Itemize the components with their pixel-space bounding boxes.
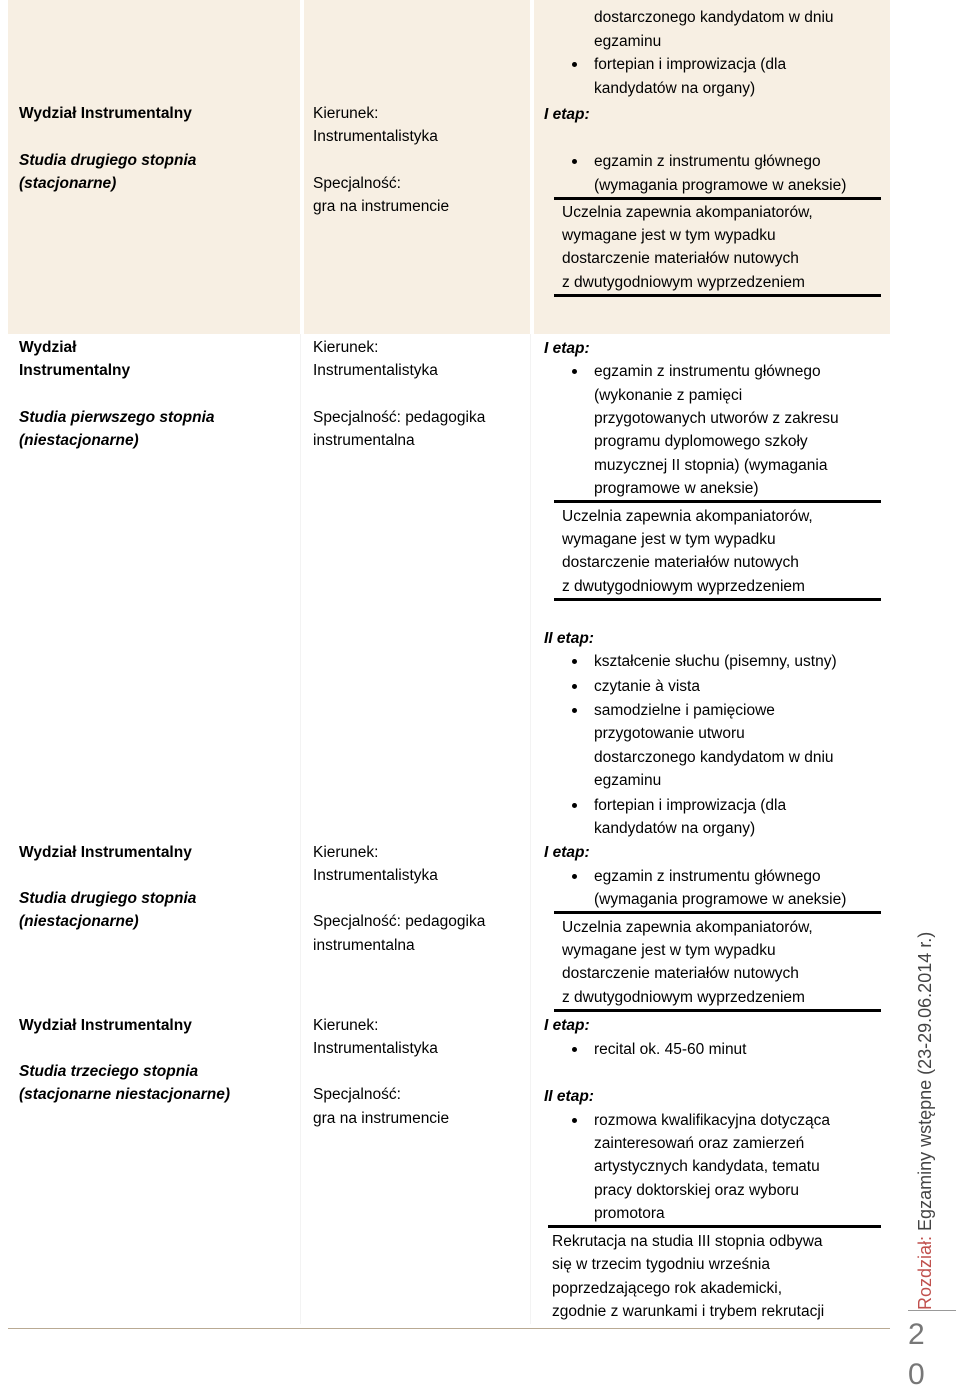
- faculty-label: Wydział Instrumentalny: [19, 1017, 192, 1034]
- study-label: Studia trzeciego stopnia: [19, 1063, 199, 1080]
- specjalnosc-label: Specjalność:: [313, 175, 401, 192]
- bullet-icon: [572, 659, 577, 664]
- list-item: kandydatów na organy): [594, 820, 756, 837]
- kierunek-label: Kierunek:: [313, 844, 379, 861]
- list-item: artystycznych kandydata, tematu: [594, 1158, 820, 1175]
- list-item: programowe w aneksie): [594, 480, 759, 497]
- list-item: fortepian i improwizacja (dla: [594, 797, 787, 814]
- sidebar-rule: [908, 1310, 956, 1311]
- list-item-continuation: dostarczonego kandydatom w dniu: [594, 9, 834, 26]
- chapter-title: Egzaminy wstępne (23-29.06.2014 r.): [915, 931, 935, 1231]
- bullet-icon: [572, 708, 577, 713]
- faculty-label: Wydział Instrumentalny: [19, 105, 192, 122]
- column-separator: [300, 334, 301, 1324]
- study-label: Studia drugiego stopnia: [19, 152, 197, 169]
- bullet-icon: [572, 1118, 577, 1123]
- divider: [554, 1009, 881, 1012]
- list-item: egzamin z instrumentu głównego: [594, 153, 821, 170]
- specjalnosc-value: instrumentalna: [313, 937, 415, 954]
- kierunek-value: Instrumentalistyka: [313, 867, 438, 884]
- note-text: dostarczenie materiałów nutowych: [562, 250, 799, 267]
- etap-heading: I etap:: [544, 1017, 590, 1034]
- note-text: zgodnie z warunkami i trybem rekrutacji: [552, 1303, 825, 1320]
- list-item: przygotowanych utworów z zakresu: [594, 410, 839, 427]
- bullet-icon: [572, 1047, 577, 1052]
- list-item: (wykonanie z pamięci: [594, 387, 743, 404]
- specjalnosc-label: Specjalność: pedagogika: [313, 409, 486, 426]
- divider: [554, 500, 881, 503]
- note-text: Uczelnia zapewnia akompaniatorów,: [562, 919, 813, 936]
- bullet-icon: [572, 369, 577, 374]
- list-item: muzycznej II stopnia) (wymagania: [594, 457, 828, 474]
- column-separator: [300, 0, 304, 334]
- etap-heading: I etap:: [544, 844, 590, 861]
- table-bottom-border: [8, 1328, 890, 1329]
- bullet-icon: [572, 684, 577, 689]
- list-item: (wymagania programowe w aneksie): [594, 891, 847, 908]
- kierunek-value: Instrumentalistyka: [313, 362, 438, 379]
- etap-heading: II etap:: [544, 630, 594, 647]
- study-label-mode: (niestacjonarne): [19, 432, 139, 449]
- kierunek-value: Instrumentalistyka: [313, 1040, 438, 1057]
- divider: [548, 1225, 881, 1228]
- note-text: Rekrutacja na studia III stopnia odbywa: [552, 1233, 823, 1250]
- note-text: poprzedzającego rok akademicki,: [552, 1280, 783, 1297]
- etap-heading: I etap:: [544, 106, 590, 123]
- note-text: wymagane jest w tym wypadku: [562, 942, 776, 959]
- list-item: dostarczonego kandydatom w dniu: [594, 749, 834, 766]
- list-item: egzamin z instrumentu głównego: [594, 363, 821, 380]
- kierunek-value: Instrumentalistyka: [313, 128, 438, 145]
- note-text: z dwutygodniowym wyprzedzeniem: [562, 989, 805, 1006]
- bullet-icon: [572, 159, 577, 164]
- column-separator: [530, 334, 531, 1324]
- note-text: wymagane jest w tym wypadku: [562, 227, 776, 244]
- column-separator: [530, 0, 534, 334]
- note-text: wymagane jest w tym wypadku: [562, 531, 776, 548]
- specjalnosc-label: Specjalność: pedagogika: [313, 913, 486, 930]
- list-item: fortepian i improwizacja (dla: [594, 56, 787, 73]
- study-label: Studia pierwszego stopnia: [19, 409, 215, 426]
- list-item: pracy doktorskiej oraz wyboru: [594, 1182, 800, 1199]
- kierunek-label: Kierunek:: [313, 339, 379, 356]
- faculty-label: Instrumentalny: [19, 362, 131, 379]
- list-item: samodzielne i pamięciowe: [594, 702, 775, 719]
- study-label-mode: (stacjonarne): [19, 175, 117, 192]
- list-item: recital ok. 45-60 minut: [594, 1041, 747, 1058]
- note-text: Uczelnia zapewnia akompaniatorów,: [562, 508, 813, 525]
- note-text: dostarczenie materiałów nutowych: [562, 554, 799, 571]
- bullet-icon: [572, 803, 577, 808]
- specjalnosc-value: gra na instrumencie: [313, 198, 450, 215]
- list-item: rozmowa kwalifikacyjna dotycząca: [594, 1112, 831, 1129]
- list-item: czytanie à vista: [594, 678, 700, 695]
- list-item: kandydatów na organy): [594, 80, 756, 97]
- chapter-sidebar: [895, 890, 955, 1310]
- note-text: z dwutygodniowym wyprzedzeniem: [562, 274, 805, 291]
- page-number-digit: 2: [908, 1318, 925, 1351]
- divider: [554, 911, 881, 914]
- list-item: zainteresowań oraz zamierzeń: [594, 1135, 805, 1152]
- list-item: przygotowanie utworu: [594, 725, 745, 742]
- list-item: egzamin z instrumentu głównego: [594, 868, 821, 885]
- list-item: promotora: [594, 1205, 665, 1222]
- list-item: kształcenie słuchu (pisemny, ustny): [594, 653, 837, 670]
- list-item-continuation: egzaminu: [594, 33, 662, 50]
- specjalnosc-value: gra na instrumencie: [313, 1110, 450, 1127]
- study-label: Studia drugiego stopnia: [19, 890, 197, 907]
- note-text: się w trzecim tygodniu września: [552, 1256, 770, 1273]
- faculty-label: Wydział: [19, 339, 77, 356]
- kierunek-label: Kierunek:: [313, 1017, 379, 1034]
- divider: [554, 598, 881, 601]
- chapter-prefix: Rozdział:: [915, 1235, 935, 1310]
- study-label-mode: (niestacjonarne): [19, 913, 139, 930]
- list-item: programu dyplomowego szkoły: [594, 433, 808, 450]
- divider: [554, 294, 881, 297]
- specjalnosc-label: Specjalność:: [313, 1086, 401, 1103]
- faculty-label: Wydział Instrumentalny: [19, 844, 192, 861]
- divider: [554, 197, 881, 200]
- note-text: dostarczenie materiałów nutowych: [562, 965, 799, 982]
- chapter-label: [905, 890, 945, 1310]
- kierunek-label: Kierunek:: [313, 105, 379, 122]
- list-item: (wymagania programowe w aneksie): [594, 177, 847, 194]
- etap-heading: I etap:: [544, 340, 590, 357]
- study-label-mode: (stacjonarne niestacjonarne): [19, 1086, 231, 1103]
- note-text: Uczelnia zapewnia akompaniatorów,: [562, 204, 813, 221]
- specjalnosc-value: instrumentalna: [313, 432, 415, 449]
- page-number-digit: 0: [908, 1358, 925, 1391]
- etap-heading: II etap:: [544, 1088, 594, 1105]
- note-text: z dwutygodniowym wyprzedzeniem: [562, 578, 805, 595]
- bullet-icon: [572, 62, 577, 67]
- bullet-icon: [572, 874, 577, 879]
- list-item: egzaminu: [594, 772, 662, 789]
